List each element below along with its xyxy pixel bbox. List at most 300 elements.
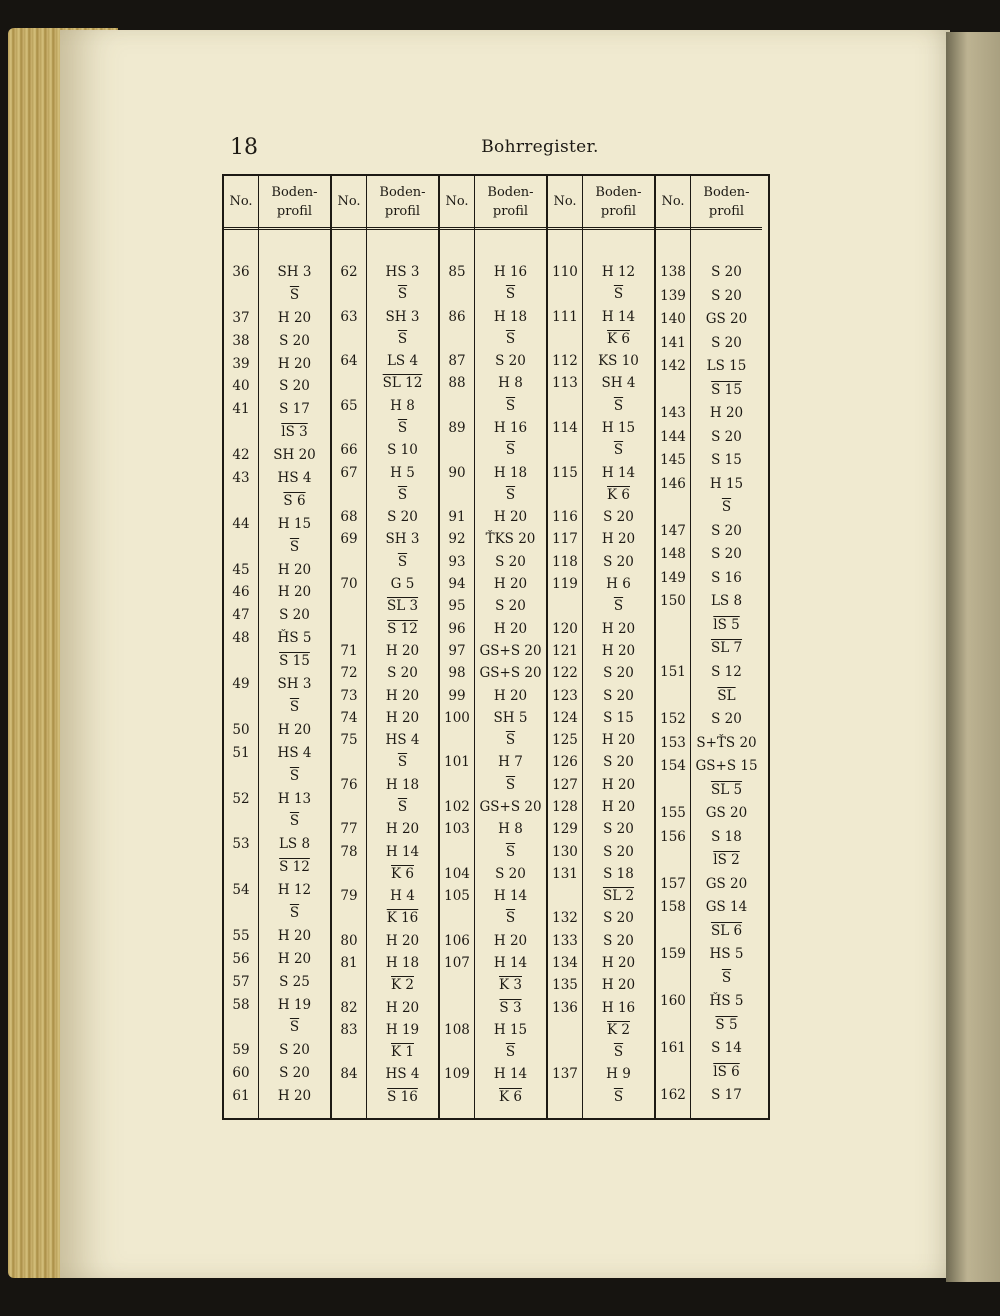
boring-number: 86	[448, 308, 466, 325]
soil-profile-layer: $\overline{S}$	[397, 286, 408, 303]
soil-profile-layer: S 15	[603, 709, 634, 726]
boring-number: 154	[660, 758, 686, 775]
boring-number: 82	[340, 999, 358, 1016]
soil-profile-layer: H 16	[601, 999, 636, 1016]
soil-profile-layer: $\overline{S}$	[397, 420, 408, 437]
soil-profile-layer: $\overline{S}$	[505, 397, 516, 414]
boring-number: 125	[552, 732, 578, 749]
soil-profile-layer: S 20	[279, 1042, 310, 1059]
soil-profile-layer: H 20	[601, 642, 636, 659]
boring-number: 128	[552, 798, 578, 815]
boring-number: 71	[340, 642, 358, 659]
profile-column	[259, 176, 330, 1118]
soil-profile-layer: SL 5	[710, 781, 743, 798]
boring-number: 83	[340, 1021, 358, 1038]
boring-number: 110	[552, 264, 578, 280]
boring-number: 75	[340, 732, 358, 749]
number-column	[548, 176, 583, 1118]
soil-profile-layer: H 20	[601, 977, 636, 994]
boring-number: 42	[232, 447, 250, 464]
soil-profile-layer: LS 8	[278, 836, 311, 853]
soil-profile-layer: SL 2	[602, 888, 635, 905]
soil-profile-layer: SH 5	[493, 709, 528, 726]
boring-number: 55	[232, 927, 250, 944]
boring-number: 130	[552, 843, 578, 860]
soil-profile-layer: K 3	[499, 977, 522, 994]
boring-number: 133	[552, 932, 578, 949]
boring-number: 93	[448, 553, 466, 570]
soil-profile-layer: lS 6	[713, 1063, 740, 1080]
soil-profile-layer: S 20	[603, 665, 634, 682]
boring-number: 39	[232, 355, 250, 372]
soil-profile-layer: H 8	[498, 821, 523, 838]
soil-profile-layer: ȞS 5	[709, 993, 744, 1010]
soil-profile-layer: $\overline{S}$	[289, 538, 300, 555]
boring-number: 54	[232, 882, 250, 899]
soil-profile-layer: S 10	[387, 442, 418, 459]
boring-number: 78	[340, 843, 358, 860]
profile-column	[583, 176, 654, 1118]
soil-profile-layer: S 20	[495, 553, 526, 570]
soil-profile-layer: S 20	[603, 553, 634, 570]
number-column	[332, 176, 367, 1118]
boring-number: 143	[660, 405, 686, 422]
soil-profile-layer: S 15	[279, 653, 310, 670]
soil-profile-layer: H 12	[601, 264, 636, 280]
soil-profile-layer: H 19	[277, 996, 312, 1013]
soil-profile-layer: S 3	[499, 999, 522, 1016]
soil-profile-layer: $\overline{S}$	[613, 442, 624, 459]
soil-profile-layer: S 20	[711, 428, 742, 445]
boring-number: 114	[552, 420, 578, 437]
soil-profile-layer: SH 20	[273, 447, 316, 464]
soil-profile-layer: H 20	[493, 687, 528, 704]
soil-profile-layer: $\overline{S}$	[289, 698, 300, 715]
boring-number: 142	[660, 358, 686, 375]
soil-profile-layer: S 20	[279, 332, 310, 349]
soil-profile-layer: S 15	[711, 381, 742, 398]
soil-profile-layer: S 20	[603, 509, 634, 526]
soil-profile-layer: H 16	[493, 420, 528, 437]
boring-number: 145	[660, 452, 686, 469]
number-column	[440, 176, 475, 1118]
soil-profile-layer: ȞS 5	[277, 630, 312, 647]
boring-number: 88	[448, 375, 466, 392]
boring-number: 87	[448, 353, 466, 370]
boring-number: 147	[660, 522, 686, 539]
soil-profile-layer: H 20	[601, 732, 636, 749]
register-column-group	[548, 176, 656, 1118]
soil-profile-layer: GS 20	[705, 311, 748, 328]
soil-profile-layer: H 20	[385, 821, 420, 838]
soil-profile-layer: S 20	[495, 353, 526, 370]
soil-profile-layer: HS 4	[385, 1066, 420, 1083]
boring-number: 41	[232, 401, 250, 418]
boring-number: 160	[660, 993, 686, 1010]
soil-profile-layer: K 6	[499, 1088, 522, 1105]
boring-number: 150	[660, 593, 686, 610]
page-number: 18	[230, 135, 258, 160]
register-column-group	[224, 176, 332, 1118]
soil-profile-layer: S 17	[711, 1087, 742, 1104]
boring-number: 156	[660, 828, 686, 845]
soil-profile-layer: SL 12	[382, 375, 423, 392]
boring-number: 152	[660, 711, 686, 728]
soil-profile-layer: H 20	[493, 620, 528, 637]
soil-profile-layer: S 5	[715, 1016, 738, 1033]
soil-profile-layer: SL 7	[710, 640, 743, 657]
soil-profile-layer: H 20	[277, 721, 312, 738]
soil-profile-layer: HS 4	[277, 744, 312, 761]
soil-profile-layer: H 20	[601, 620, 636, 637]
soil-profile-layer: $\overline{S}$	[505, 732, 516, 749]
soil-profile-layer: H 20	[601, 798, 636, 815]
soil-profile-layer: S 12	[279, 859, 310, 876]
soil-profile-layer: H 20	[601, 776, 636, 793]
boring-number: 121	[552, 642, 578, 659]
profile-column	[475, 176, 546, 1118]
profile-column	[367, 176, 438, 1118]
soil-profile-layer: H 20	[601, 531, 636, 548]
soil-profile-layer: $\overline{S}$	[721, 969, 732, 986]
soil-profile-layer: K 6	[607, 330, 630, 347]
soil-profile-layer: H 20	[385, 709, 420, 726]
soil-profile-layer: $\overline{S}$	[613, 598, 624, 615]
soil-profile-layer: H 20	[277, 584, 312, 601]
boring-number: 119	[552, 576, 578, 593]
boring-number: 123	[552, 687, 578, 704]
soil-profile-layer: $\overline{S}$	[505, 286, 516, 303]
boring-number: 151	[660, 663, 686, 680]
soil-profile-layer: SL 3	[386, 598, 419, 615]
boring-number: 100	[444, 709, 470, 726]
soil-profile-layer: H 18	[385, 776, 420, 793]
boring-number: 40	[232, 378, 250, 395]
soil-profile-layer: H 20	[601, 954, 636, 971]
soil-profile-layer: S 20	[387, 509, 418, 526]
soil-profile-layer: S 12	[387, 620, 418, 637]
soil-profile-layer: S 20	[711, 522, 742, 539]
soil-profile-layer: SH 4	[601, 375, 636, 392]
soil-profile-layer: GS 20	[705, 805, 748, 822]
boring-number: 80	[340, 932, 358, 949]
boring-number: 79	[340, 888, 358, 905]
boring-number: 118	[552, 553, 578, 570]
soil-profile-layer: S 20	[711, 287, 742, 304]
boring-number: 81	[340, 954, 358, 971]
soil-profile-layer: SH 3	[277, 676, 312, 693]
boring-number: 96	[448, 620, 466, 637]
soil-profile-layer: S 20	[603, 843, 634, 860]
soil-profile-layer: $\overline{S}$	[505, 843, 516, 860]
soil-profile-layer: GS+S 20	[479, 798, 542, 815]
soil-profile-layer: H 15	[493, 1021, 528, 1038]
soil-profile-layer: S 6	[283, 492, 306, 509]
soil-profile-layer: lS 5	[713, 616, 740, 633]
header-no: No.	[224, 176, 258, 230]
boring-number: 103	[444, 821, 470, 838]
soil-profile-layer: lS 2	[713, 852, 740, 869]
soil-profile-layer: $\overline{S}$	[613, 397, 624, 414]
soil-profile-layer: H 14	[493, 888, 528, 905]
soil-profile-layer: H 16	[493, 264, 528, 280]
soil-profile-layer: H 14	[385, 843, 420, 860]
boring-number: 37	[232, 309, 250, 326]
boring-number: 132	[552, 910, 578, 927]
soil-profile-layer: K 6	[391, 865, 414, 882]
soil-profile-layer: LS 15	[706, 358, 747, 375]
boring-number: 95	[448, 598, 466, 615]
boring-number: 69	[340, 531, 358, 548]
soil-profile-layer: S 20	[495, 598, 526, 615]
boring-number: 116	[552, 509, 578, 526]
boring-number: 148	[660, 546, 686, 563]
boring-number: 137	[552, 1066, 578, 1083]
boring-number: 161	[660, 1040, 686, 1057]
soil-profile-layer: $\overline{S}$	[397, 553, 408, 570]
soil-profile-layer: GS 20	[705, 875, 748, 892]
soil-profile-layer: S 14	[711, 1040, 742, 1057]
soil-profile-layer: S 20	[495, 865, 526, 882]
boring-number: 115	[552, 464, 578, 481]
boring-number: 136	[552, 999, 578, 1016]
boring-number: 104	[444, 865, 470, 882]
soil-profile-layer: $\overline{S}$	[289, 767, 300, 784]
boring-number: 73	[340, 687, 358, 704]
soil-profile-layer: $\overline{S}$	[505, 1044, 516, 1061]
soil-profile-layer: ŤKS 20	[485, 531, 536, 548]
boring-number: 51	[232, 744, 250, 761]
soil-profile-layer: H 14	[601, 308, 636, 325]
soil-profile-layer: GS 14	[705, 899, 748, 916]
boring-number: 112	[552, 353, 578, 370]
boring-number: 67	[340, 464, 358, 481]
boring-number: 157	[660, 875, 686, 892]
soil-profile-layer: S 18	[711, 828, 742, 845]
soil-profile-layer: LS 8	[710, 593, 743, 610]
soil-profile-layer: $\overline{S}$	[613, 286, 624, 303]
soil-profile-layer: H 15	[601, 420, 636, 437]
soil-profile-layer: S+ŤS 20	[696, 734, 757, 751]
soil-profile-layer: $\overline{S}$	[397, 330, 408, 347]
running-title: Bohrregister.	[481, 137, 599, 157]
boring-number: 56	[232, 950, 250, 967]
boring-number: 141	[660, 334, 686, 351]
boring-number: 138	[660, 264, 686, 280]
soil-profile-layer: H 20	[277, 561, 312, 578]
number-column	[656, 176, 691, 1118]
soil-profile-layer: H 19	[385, 1021, 420, 1038]
soil-profile-layer: H 20	[385, 999, 420, 1016]
boring-number: 140	[660, 311, 686, 328]
soil-profile-layer: S 25	[279, 973, 310, 990]
boring-number: 98	[448, 665, 466, 682]
soil-profile-layer: HS 5	[709, 946, 744, 963]
soil-profile-layer: $\overline{S}$	[721, 499, 732, 516]
soil-profile-layer: H 9	[606, 1066, 631, 1083]
boring-number: 84	[340, 1066, 358, 1083]
boring-number: 47	[232, 607, 250, 624]
boring-number: 50	[232, 721, 250, 738]
register-column-group	[332, 176, 440, 1118]
soil-profile-layer: S 20	[711, 264, 742, 280]
soil-profile-layer: GS+S 20	[479, 642, 542, 659]
boring-number: 38	[232, 332, 250, 349]
boring-number: 149	[660, 569, 686, 586]
boring-number: 63	[340, 308, 358, 325]
register-column-group	[656, 176, 762, 1118]
boring-number: 107	[444, 954, 470, 971]
boring-number: 117	[552, 531, 578, 548]
soil-profile-layer: S 20	[603, 687, 634, 704]
soil-profile-layer: S 20	[711, 546, 742, 563]
boring-number: 124	[552, 709, 578, 726]
soil-profile-layer: $\overline{S}$	[289, 904, 300, 921]
soil-profile-layer: H 20	[493, 932, 528, 949]
soil-profile-layer: G 5	[390, 576, 415, 593]
boring-number: 85	[448, 264, 466, 280]
soil-profile-layer: LS 4	[386, 353, 419, 370]
boring-number: 65	[340, 397, 358, 414]
boring-number: 62	[340, 264, 358, 280]
soil-profile-layer: SH 3	[385, 531, 420, 548]
boring-number: 106	[444, 932, 470, 949]
boring-number: 52	[232, 790, 250, 807]
boring-number: 64	[340, 353, 358, 370]
soil-profile-layer: H 13	[277, 790, 312, 807]
soil-profile-layer: $\overline{S}$	[613, 1044, 624, 1061]
boring-number: 91	[448, 509, 466, 526]
boring-number: 94	[448, 576, 466, 593]
soil-profile-layer: SL 6	[710, 922, 743, 939]
boring-number: 44	[232, 515, 250, 532]
boring-number: 113	[552, 375, 578, 392]
boring-number: 101	[444, 754, 470, 771]
soil-profile-layer: S 20	[279, 378, 310, 395]
boring-number: 57	[232, 973, 250, 990]
boring-number: 162	[660, 1087, 686, 1104]
boring-number: 109	[444, 1066, 470, 1083]
boring-number: 90	[448, 464, 466, 481]
header-no: No.	[656, 176, 690, 230]
boring-number: 102	[444, 798, 470, 815]
soil-profile-layer: H 18	[385, 954, 420, 971]
facing-page-edge	[946, 32, 1000, 1282]
header-no: No.	[332, 176, 366, 230]
boring-number: 66	[340, 442, 358, 459]
boring-number: 158	[660, 899, 686, 916]
soil-profile-layer: H 18	[493, 464, 528, 481]
profile-column	[691, 176, 762, 1118]
soil-profile-layer: H 8	[390, 397, 415, 414]
soil-profile-layer: lS 3	[281, 424, 308, 441]
soil-profile-layer: $\overline{S}$	[613, 1088, 624, 1105]
soil-profile-layer: H 20	[277, 1088, 312, 1105]
boring-number: 46	[232, 584, 250, 601]
soil-profile-layer: $\overline{S}$	[397, 798, 408, 815]
soil-profile-layer: $\overline{S}$	[505, 330, 516, 347]
header-bodenprofil: Boden- profil	[691, 176, 762, 230]
boring-number: 45	[232, 561, 250, 578]
soil-profile-layer: H 8	[498, 375, 523, 392]
boring-number: 61	[232, 1088, 250, 1105]
soil-profile-layer: S 20	[279, 607, 310, 624]
soil-profile-layer: H 20	[277, 950, 312, 967]
boring-number: 155	[660, 805, 686, 822]
soil-profile-layer: SH 3	[277, 264, 312, 280]
boring-number: 139	[660, 287, 686, 304]
soil-profile-layer: S 12	[711, 663, 742, 680]
soil-profile-layer: S 20	[603, 754, 634, 771]
boring-number: 126	[552, 754, 578, 771]
boring-number: 131	[552, 865, 578, 882]
soil-profile-layer: H 7	[498, 754, 523, 771]
soil-profile-layer: S 20	[603, 821, 634, 838]
soil-profile-layer: S 15	[711, 452, 742, 469]
soil-profile-layer: K 2	[391, 977, 414, 994]
header-bodenprofil: Boden- profil	[367, 176, 438, 230]
soil-profile-layer: SH 3	[385, 308, 420, 325]
boring-number: 74	[340, 709, 358, 726]
soil-profile-layer: K 1	[391, 1044, 414, 1061]
boring-number: 120	[552, 620, 578, 637]
soil-profile-layer: H 20	[385, 932, 420, 949]
boring-number: 92	[448, 531, 466, 548]
boring-number: 134	[552, 954, 578, 971]
boring-number: 105	[444, 888, 470, 905]
boring-number: 70	[340, 576, 358, 593]
boring-number: 159	[660, 946, 686, 963]
header-no: No.	[440, 176, 474, 230]
soil-profile-layer: GS+S 20	[479, 665, 542, 682]
soil-profile-layer: $\overline{S}$	[397, 486, 408, 503]
soil-profile-layer: $\overline{SL}$	[717, 687, 736, 704]
boring-number: 60	[232, 1065, 250, 1082]
boring-number: 135	[552, 977, 578, 994]
soil-profile-layer: S 20	[603, 932, 634, 949]
boring-number: 144	[660, 428, 686, 445]
soil-profile-layer: H 20	[277, 355, 312, 372]
soil-profile-layer: $\overline{S}$	[505, 910, 516, 927]
soil-profile-layer: $\overline{S}$	[505, 442, 516, 459]
soil-profile-layer: KS 10	[598, 353, 639, 370]
boring-number: 129	[552, 821, 578, 838]
boring-number: 48	[232, 630, 250, 647]
soil-profile-layer: S 17	[279, 401, 310, 418]
boring-number: 72	[340, 665, 358, 682]
boring-number: 58	[232, 996, 250, 1013]
soil-profile-layer: H 18	[493, 308, 528, 325]
soil-profile-layer: HS 4	[277, 470, 312, 487]
soil-profile-layer: S 20	[603, 910, 634, 927]
header-bodenprofil: Boden- profil	[259, 176, 330, 230]
soil-profile-layer: S 20	[387, 665, 418, 682]
soil-profile-layer: $\overline{S}$	[505, 486, 516, 503]
boring-number: 153	[660, 734, 686, 751]
boring-number: 97	[448, 642, 466, 659]
soil-profile-layer: K 16	[386, 910, 419, 927]
soil-profile-layer: S 20	[711, 711, 742, 728]
soil-profile-layer: S 16	[711, 569, 742, 586]
boring-number: 111	[552, 308, 578, 325]
soil-profile-layer: H 5	[390, 464, 415, 481]
boring-number: 122	[552, 665, 578, 682]
boring-number: 53	[232, 836, 250, 853]
soil-profile-layer: $\overline{S}$	[397, 754, 408, 771]
soil-profile-layer: S 20	[279, 1065, 310, 1082]
header-no: No.	[548, 176, 582, 230]
soil-profile-layer: H 20	[385, 687, 420, 704]
